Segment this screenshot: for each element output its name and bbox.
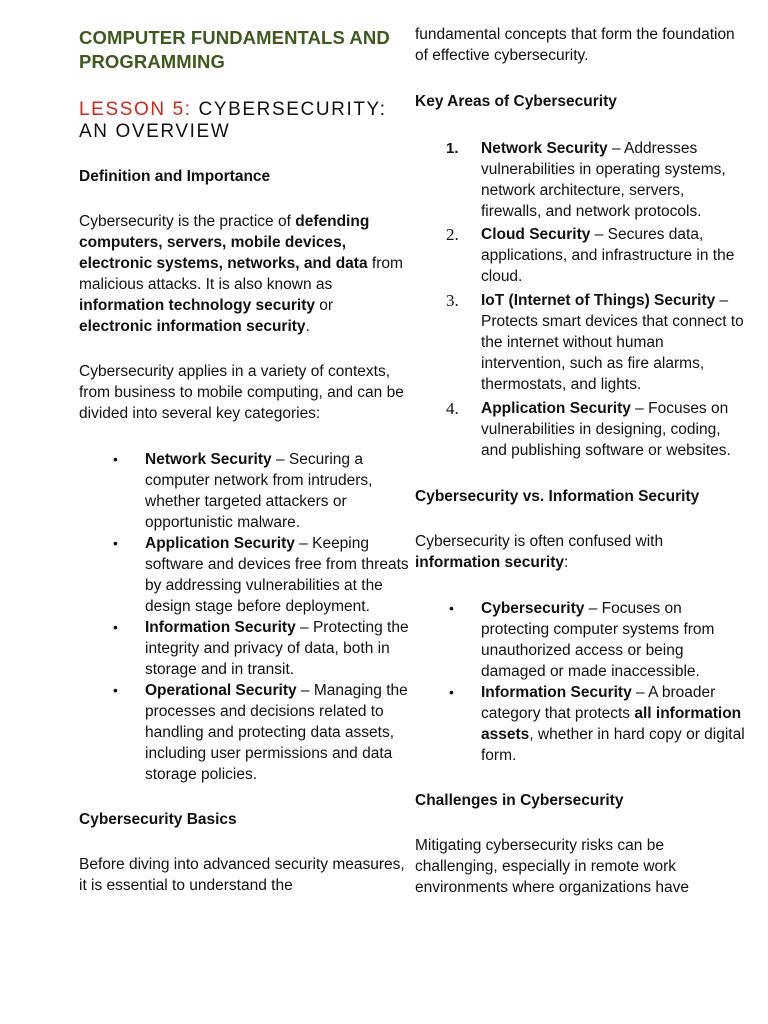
key-areas-heading: Key Areas of Cybersecurity	[415, 93, 617, 110]
item-desc: – Securing a computer network from intruders, whether targeted attackers or opportunistic malware.	[145, 451, 373, 531]
basics-heading: Cybersecurity Basics	[79, 811, 237, 828]
text-run: or	[314, 297, 334, 314]
basics-paragraph: Before diving into advanced security measures, it is essential to understand the	[79, 856, 405, 894]
bold-run: information technology security	[79, 297, 315, 314]
list-number: 3.	[446, 291, 459, 310]
bullet-icon: •	[449, 600, 454, 616]
list-item	[415, 682, 745, 766]
list-item	[415, 598, 745, 682]
item-desc: – Secures data, applications, and infrastructure in the cloud.	[481, 226, 735, 285]
bold-run: defending computers, servers, mobile devices, electronic systems, networks, and data	[79, 213, 370, 272]
item-desc: – Managing the processes and decisions related to handling and protecting data assets, including user permissions and data storage policies.	[145, 682, 408, 783]
left-column	[79, 0, 409, 896]
right-column	[415, 0, 745, 898]
item-desc: – Protects smart devices that connect to the internet without human intervention, such as fire alarms, thermostats, and lights.	[481, 292, 744, 393]
item-term: Information Security	[145, 619, 296, 636]
definition-heading: Definition and Importance	[79, 168, 271, 185]
text-run: Cybersecurity is often confused with	[415, 533, 664, 550]
bullet-icon: •	[113, 619, 118, 635]
text-run: .	[305, 318, 310, 335]
confused-paragraph	[415, 531, 745, 573]
lesson-title	[79, 99, 409, 143]
course-title: COMPUTER FUNDAMENTALS AND PROGRAMMING	[79, 27, 390, 72]
text-run: from malicious attacks. It is also known as	[79, 255, 403, 293]
challenges-heading: Challenges in Cybersecurity	[415, 792, 624, 809]
list-item	[415, 138, 745, 222]
item-desc: – A broader category that protects	[481, 684, 716, 722]
bullet-icon: •	[449, 684, 454, 700]
list-item	[79, 533, 409, 617]
item-term: Network Security	[481, 140, 608, 157]
item-desc: , whether in hard copy or digital form.	[481, 726, 745, 764]
bold-run: electronic information security	[79, 318, 306, 335]
item-desc: – Focuses on vulnerabilities in designing, coding, and publishing software or websites.	[481, 400, 731, 459]
list-number: 1.	[446, 140, 459, 157]
item-desc: – Addresses vulnerabilities in operating systems, network architecture, servers, firewalls, and network protocols.	[481, 140, 726, 220]
item-term: Cloud Security	[481, 226, 591, 243]
bold-run: all information assets	[481, 705, 742, 743]
item-desc: – Keeping software and devices free from threats by addressing vulnerabilities at the design stage before deployment.	[145, 535, 409, 615]
item-term: IoT (Internet of Things) Security	[481, 292, 716, 309]
lesson-label: LESSON 5:	[79, 99, 192, 120]
key-areas-list	[415, 138, 745, 461]
item-term: Network Security	[145, 451, 272, 468]
item-term: Cybersecurity	[481, 600, 585, 617]
list-item	[415, 290, 745, 395]
item-term: Application Security	[145, 535, 295, 552]
list-number: 4.	[446, 399, 459, 418]
definition-paragraph	[79, 211, 409, 337]
bullet-icon: •	[113, 682, 118, 698]
categories-list	[79, 449, 409, 785]
list-item	[79, 680, 409, 785]
text-run: :	[564, 554, 569, 571]
vs-heading: Cybersecurity vs. Information Security	[415, 488, 700, 505]
list-item	[415, 398, 745, 461]
bold-run: information security	[415, 554, 564, 571]
text-run: Cybersecurity is the practice of	[79, 213, 296, 230]
item-term: Application Security	[481, 400, 631, 417]
applies-paragraph: Cybersecurity applies in a variety of contexts, from business to mobile computing, and can be divided into several key categories:	[79, 363, 404, 422]
challenges-paragraph: Mitigating cybersecurity risks can be challenging, especially in remote work environments where organizations have	[415, 837, 689, 896]
item-term: Information Security	[481, 684, 632, 701]
list-number: 2.	[446, 225, 459, 244]
item-desc: – Focuses on protecting computer systems from unauthorized access or being damaged or made inaccessible.	[481, 600, 715, 680]
item-term: Operational Security	[145, 682, 297, 699]
list-item	[415, 224, 745, 287]
list-item	[79, 617, 409, 680]
bullet-icon: •	[113, 451, 118, 467]
lesson-title-text: CYBERSECURITY: AN OVERVIEW	[79, 99, 387, 142]
list-item	[79, 449, 409, 533]
continued-paragraph: fundamental concepts that form the foundation of effective cybersecurity.	[415, 26, 735, 64]
item-desc: – Protecting the integrity and privacy of data, both in storage and in transit.	[145, 619, 409, 678]
comparison-list	[415, 598, 745, 766]
bullet-icon: •	[113, 535, 118, 551]
